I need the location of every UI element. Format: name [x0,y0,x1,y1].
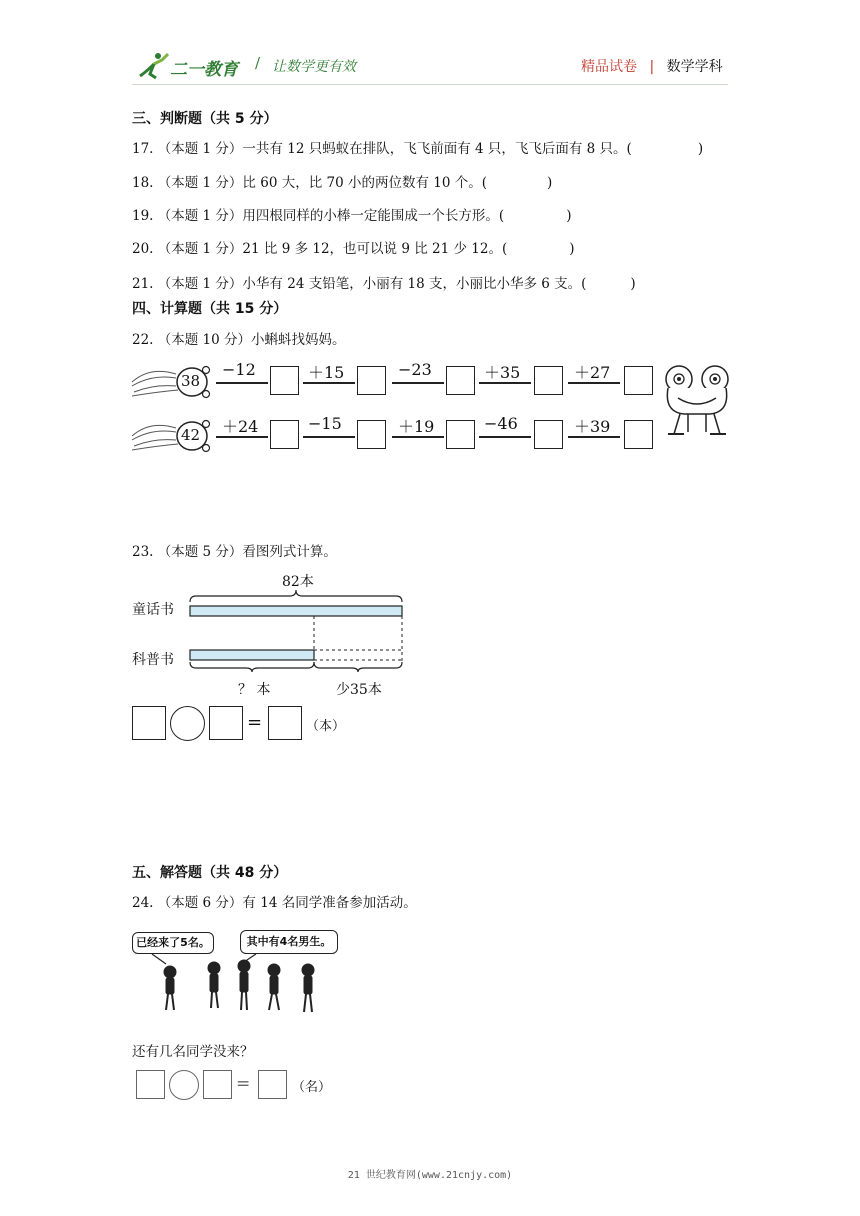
answer-box[interactable] [534,420,563,449]
operator-circle[interactable] [169,1070,199,1100]
answer-close: ) [546,175,553,191]
equals-sign: = [247,712,263,733]
answer-close: ) [630,276,636,292]
arrow [303,382,355,384]
op-label: ＋24 [222,417,259,436]
start-number: 42 [181,426,201,444]
question-24-ask: 还有几名同学没来？ [132,1044,254,1060]
answer-box[interactable] [534,366,563,395]
operator-circle[interactable] [170,706,205,741]
speech-bubble-2 [240,930,338,954]
answer-box[interactable] [132,706,166,740]
question-24: 24. （本题 6 分）有 14 名同学准备参加活动。 [132,895,417,911]
arrow [216,436,268,438]
answer-box[interactable] [357,420,386,449]
logo-text: 二一教育 [170,60,238,80]
unit-label: （名） [292,1080,332,1095]
bar-diagram [186,588,411,672]
op-label: −15 [308,414,342,433]
question-23: 23. （本题 5 分）看图列式计算。 [132,544,337,560]
op-label: ＋19 [398,417,435,436]
op-label: ＋15 [308,363,345,382]
question-text: 19. （本题 1 分）用四根同样的小棒一定能围成一个长方形。( [132,208,505,224]
speech-bubble-1-text: 已经来了5名。 [136,936,210,949]
bar-unknown-label: ？ 本 [238,682,271,698]
section-title-calculation: 四、计算题（共 15 分） [132,301,288,317]
arrow [479,382,531,384]
header-logo [136,50,246,80]
question-text: 18. （本题 1 分）比 60 大，比 70 小的两位数有 10 个。( [132,175,487,191]
bar-row-label-science: 科普书 [132,652,174,668]
bar-diff-label: 少35本 [336,682,382,698]
answer-box[interactable] [209,706,243,740]
activity-illustration [132,928,338,1016]
question-21 [132,272,636,292]
equation-row-23 [132,706,372,742]
op-label: ＋27 [574,363,611,382]
answer-box[interactable] [446,420,475,449]
op-label: ＋39 [574,417,611,436]
tadpole-chain-1 [130,360,730,404]
op-label: −46 [484,414,518,433]
answer-box[interactable] [270,366,299,395]
answer-close: ) [569,241,575,257]
answer-box[interactable] [136,1070,165,1099]
tadpole-chain-2 [130,414,730,458]
arrow [568,436,620,438]
section-title-judgement: 三、判断题（共 5 分） [132,111,278,127]
arrow [303,436,355,438]
header-bar: | [649,59,655,75]
answer-box[interactable] [624,366,653,395]
header-slogan: 让数学更有效 [272,59,356,75]
speech-bubble-2-text: 其中有4名男生。 [246,935,332,948]
unit-label: （本） [306,719,346,734]
answer-box[interactable] [357,366,386,395]
speech-bubble-1 [132,932,214,954]
op-label: −12 [222,360,256,379]
arrow [392,436,444,438]
answer-close: ) [697,141,704,157]
section-title-answers: 五、解答题（共 48 分） [132,865,288,881]
arrow [216,382,268,384]
bar-total-label: 82本 [282,574,314,590]
answer-box[interactable] [446,366,475,395]
question-text: 21. （本题 1 分）小华有 24 支铅笔，小丽有 18 支，小丽比小华多 6 支。( [132,276,587,292]
answer-box[interactable] [270,420,299,449]
header-rule [132,84,728,85]
arrow [568,382,620,384]
question-20 [132,237,575,257]
frog-icon [664,362,730,438]
question-22: 22. （本题 10 分）小蝌蚪找妈妈。 [132,332,346,348]
answer-box[interactable] [258,1070,287,1099]
answer-box[interactable] [203,1070,232,1099]
header-label-right: 数学学科 [666,59,723,75]
equation-row-24 [136,1070,356,1102]
question-17 [132,137,703,157]
question-18 [132,171,552,191]
op-label: −23 [398,360,432,379]
question-text: 20. （本题 1 分）21 比 9 多 12，也可以说 9 比 21 少 12。( [132,241,508,257]
op-label: ＋35 [484,363,521,382]
equals-sign: = [236,1074,251,1094]
start-number: 38 [181,372,201,390]
header-divider: / [255,54,261,72]
answer-close: ) [566,208,572,224]
children-icon [132,954,338,1016]
answer-box[interactable] [268,706,302,740]
header-right [581,56,723,76]
question-19 [132,204,571,224]
runner-logo-icon [136,50,172,80]
question-text: 17. （本题 1 分）一共有 12 只蚂蚁在排队，飞飞前面有 4 只，飞飞后面有 8 只。( [132,141,632,157]
header-label-left: 精品试卷 [581,59,637,75]
answer-box[interactable] [624,420,653,449]
arrow [479,436,531,438]
bar-row-label-fairy: 童话书 [132,602,174,618]
arrow [392,382,444,384]
footer: 21 世纪教育网(www.21cnjy.com) [347,1170,513,1181]
